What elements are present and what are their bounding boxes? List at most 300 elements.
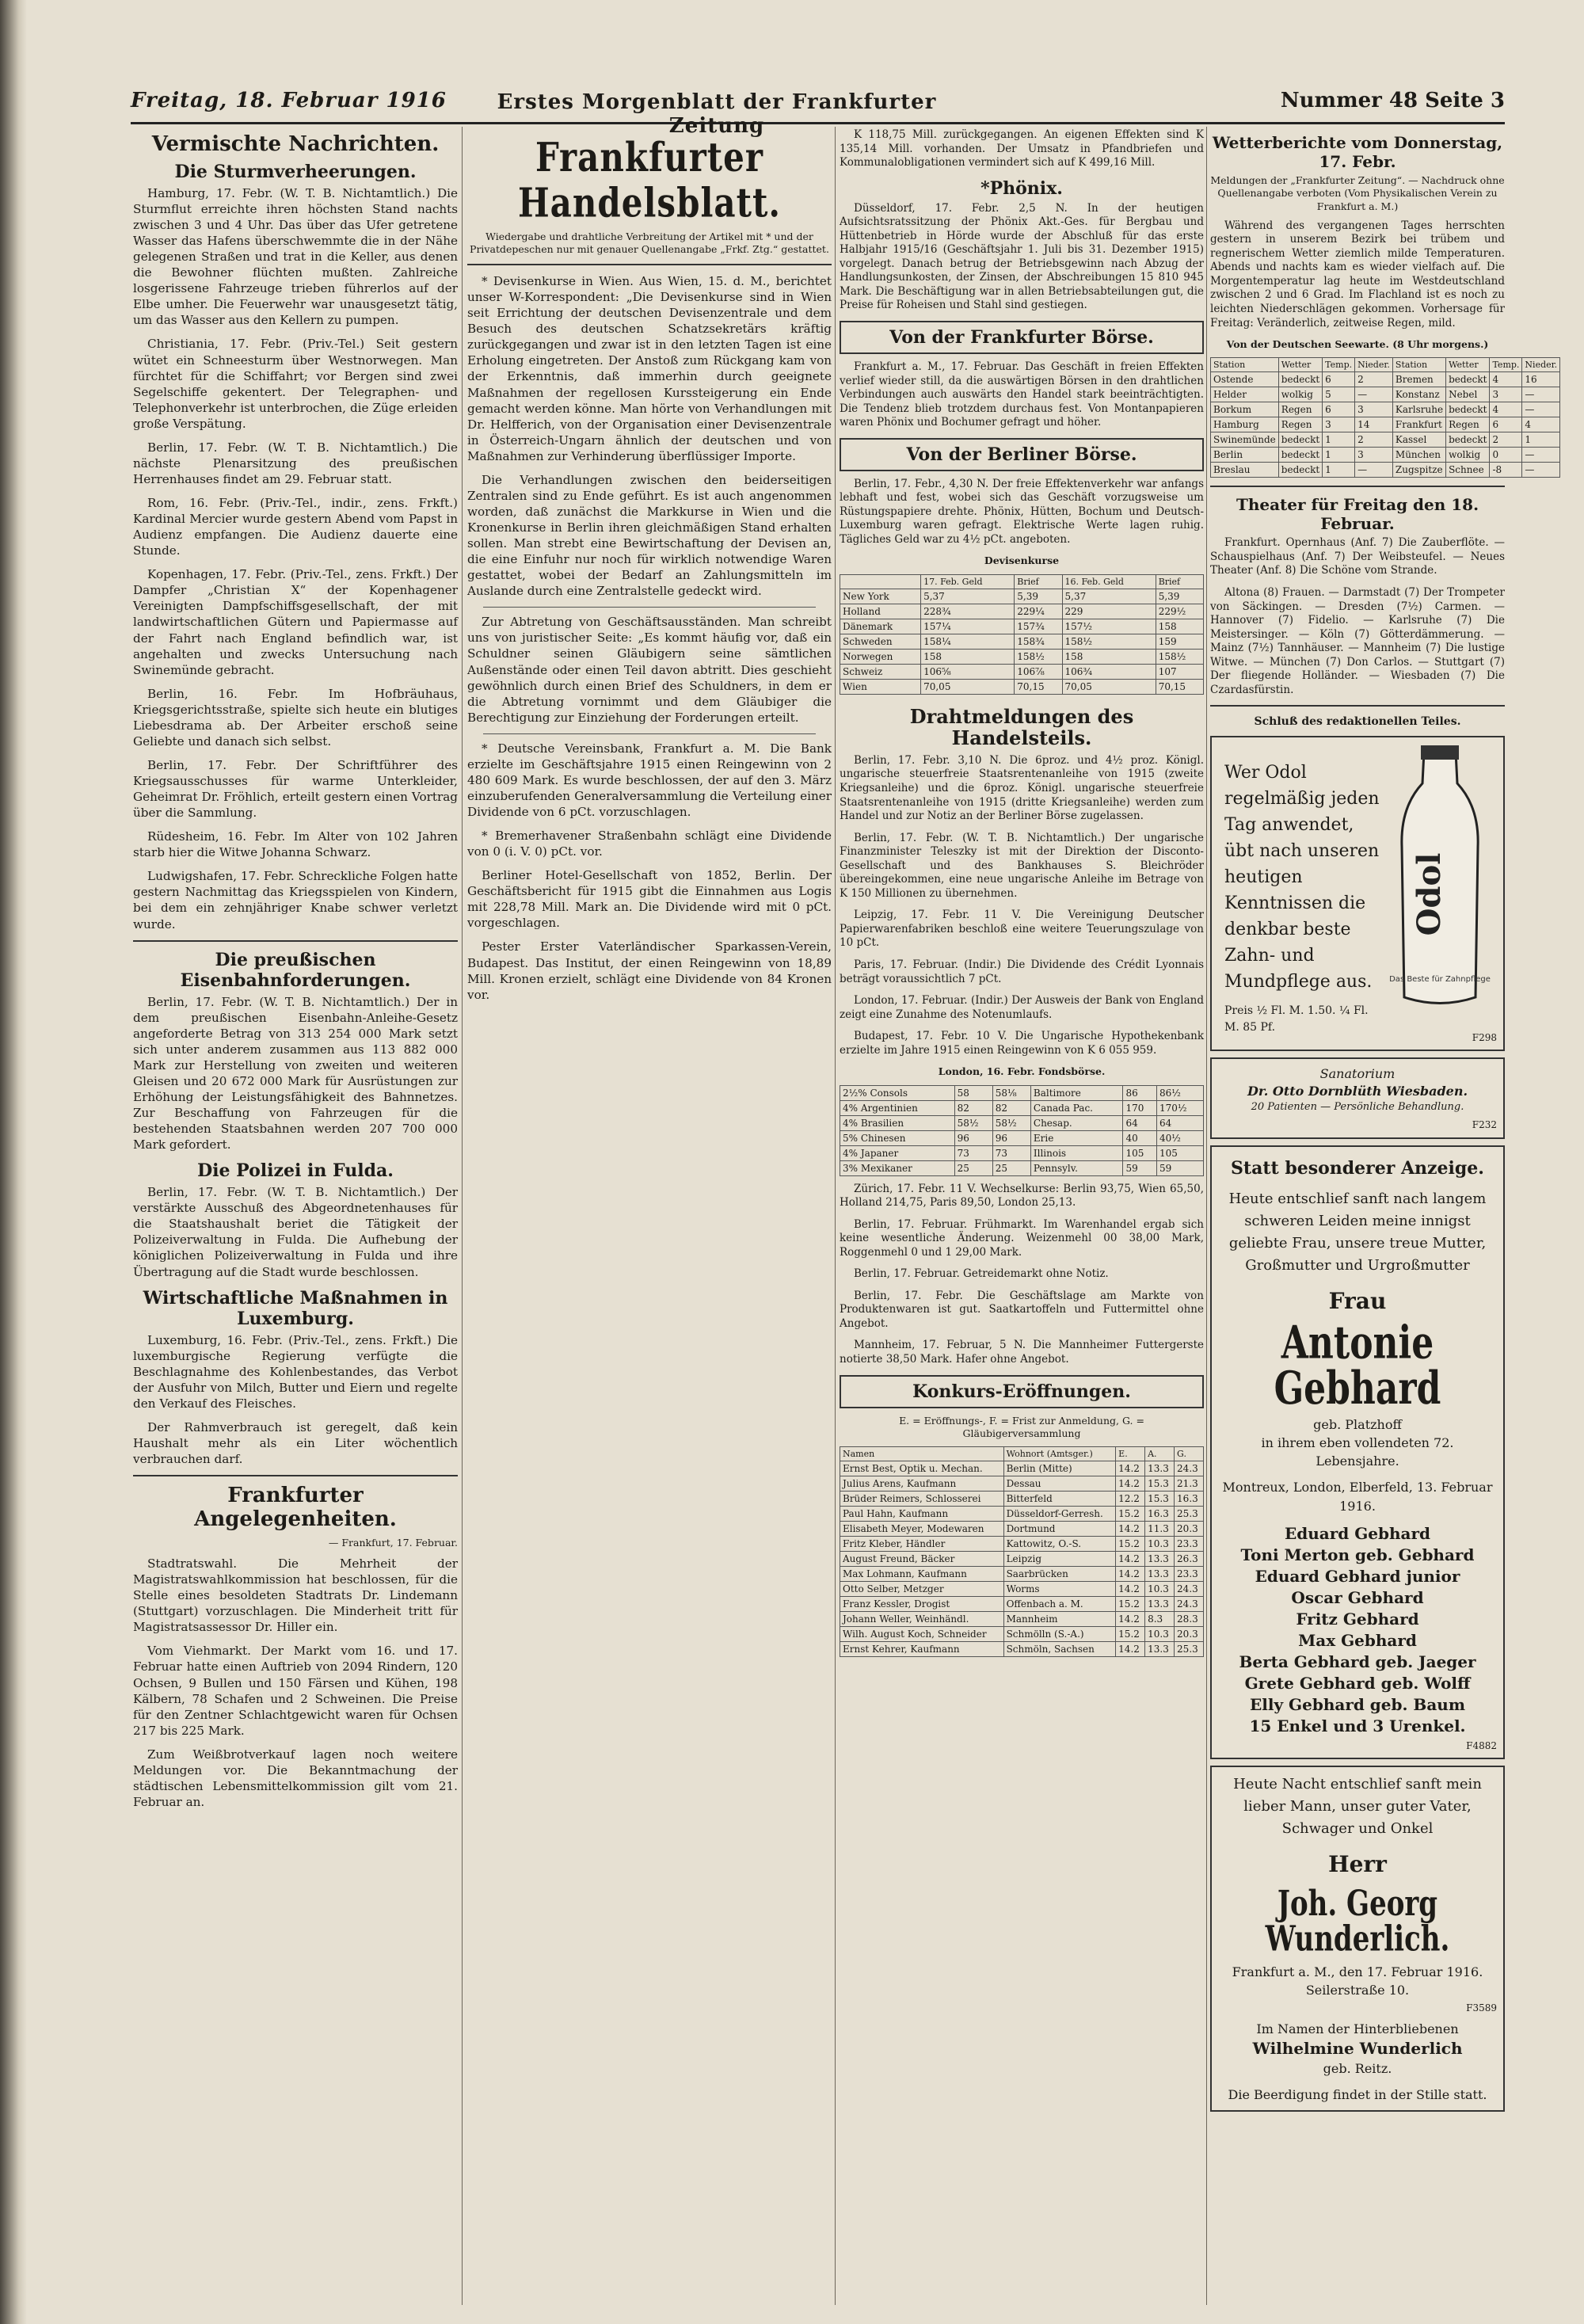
notice-lead: Heute entschlief sanft nach langem schweren Leiden meine innigst geliebte Frau, unsere treue Mutter, Großmutter und Urgroßmutter [1228,1191,1487,1274]
table-cell: 106⅝ [921,664,1015,679]
table-cell: 158½ [1156,649,1203,664]
table-cell: 14.2 [1116,1522,1145,1537]
column-rule [835,127,836,2305]
article-text: Berlin, 17. Februar. Frühmarkt. Im Warenhandel ergab sich keine wesentliche Änderung. Weizenmehl 00 38,00 Mark, Roggenmehl 0 und 1 29,00 Mark. [840,1217,1204,1259]
table-row [840,604,1204,619]
table-cell: Düsseldorf-Gerresh. [1003,1507,1116,1522]
table-cell: 2 [1490,432,1522,448]
table-cell: — [1522,448,1560,463]
table-row [840,1115,1204,1130]
article-text: Pester Erster Vaterländischer Sparkassen-Verein, Budapest. Das Institut, der einen Reingewinn von 18,89 Mill. Kronen erzielt, schlägt eine Dividende von 84 Kronen vor. [467,939,832,1002]
article-text: K 118,75 Mill. zurückgegangen. An eigenen Effekten sind K 135,14 Mill. vorhanden. Der Umsatz in Pfandbriefen und Kommunalobligationen vermindert sich auf K 499,16 Mill. [840,128,1204,170]
article-text: Christiania, 17. Febr. (Priv.-Tel.) Seit gestern wütet ein Schneesturm über Westnorwegen. Man fürchtet für die Schiffahrt; vor Bergen sind zwei Segelschiffe gekentert. Der Telegraphen- und Telephonverkehr ist unterbrochen, die Züge erleiden große Verspätung. [133,337,458,431]
mourner-name: 15 Enkel und 3 Urenkel. [1249,1716,1466,1735]
table-cell: 25 [992,1160,1030,1175]
table-cell: 96 [954,1130,992,1145]
table-cell: 159 [1156,634,1203,649]
ad-code: F4882 [1466,1739,1497,1751]
table-cell: Dessau [1003,1476,1116,1492]
table-cell: 11.3 [1145,1522,1175,1537]
table-cell: Holland [840,604,921,619]
table-cell: Borkum [1211,402,1279,417]
table-cell: 158½ [1015,649,1062,664]
issue-number: Nummer 48 Seite 3 [1280,89,1505,112]
table-row [840,1597,1204,1612]
article-text: Berlin, 17. Febr. (W. T. B. Nichtamtlich.) Der verstärkte Ausschuß des Abgeordnetenhauses für die Staatshaushalt beriet die Tätigkeit der Polizeiverwaltung in Fulda. Die Aufhebung der königlichen Polizeiverwaltung in Fulda und ihre Übertragung auf die Stadt wurde beschlossen. [133,1185,458,1279]
table-cell: 15.2 [1116,1627,1145,1642]
table-title: Von der Deutschen Seewarte. (8 Uhr morgens.) [1226,338,1489,351]
table-cell: Illinois [1030,1145,1123,1160]
table-cell: 228¾ [921,604,1015,619]
column-header: Nieder. [1522,358,1560,372]
widow-name: Wilhelmine Wunderlich [1252,2039,1463,2059]
table-cell: Kattowitz, O.-S. [1003,1537,1116,1552]
table-cell: 157¾ [1015,619,1062,634]
ad-subline: 20 Patienten — Persönliche Behandlung. [1251,1101,1464,1114]
table-cell: Zugspitze [1392,463,1445,478]
table-cell: Otto Selber, Metzger [840,1582,1004,1597]
table-cell: 6 [1323,372,1355,387]
table-cell: 26.3 [1175,1552,1204,1567]
table-cell: 24.3 [1175,1597,1204,1612]
table-row [840,1552,1204,1567]
table-cell: 13.3 [1145,1461,1175,1476]
table-cell: Schweden [840,634,921,649]
table-cell: 23.3 [1175,1567,1204,1582]
article-text: Berlin, 17. Februar. Getreidemarkt ohne Notiz. [854,1267,1109,1281]
table-cell: 229½ [1156,604,1203,619]
table-cell: — [1355,463,1393,478]
table-row [1211,387,1560,402]
table-cell: 23.3 [1175,1537,1204,1552]
table-cell: Berlin [1211,448,1279,463]
table-title: Devisenkurse [984,554,1060,567]
table-cell: 70,05 [1062,679,1156,694]
issue-date: Freitag, 18. Februar 1916 [131,89,447,112]
column-header: Brief [1015,574,1062,589]
weather-source-note: Meldungen der „Frankfurter Zeitung“. — Nachdruck ohne Quellenangabe verboten (Vom Physikalischen Verein zu Frankfurt a. M.) [1210,174,1505,212]
death-notice-gebhard [1210,1145,1505,1759]
table-cell: Schweiz [840,664,921,679]
table-row [1211,463,1560,478]
table-cell: Erie [1030,1130,1123,1145]
divider [467,264,832,265]
notice-title: Frau [1328,1287,1387,1314]
table-cell: Ostende [1211,372,1279,387]
table-cell: 28.3 [1175,1612,1204,1627]
table-cell: Hamburg [1211,417,1279,432]
table-row [1211,448,1560,463]
article-text: Vom Viehmarkt. Der Markt vom 16. und 17. Februar hatte einen Auftrieb von 2094 Rindern, 120 Ochsen, 9 Bullen und 150 Färsen und Kühen, 198 Kälbern, 78 Schafen und 2 Schweinen. Die Preise für den Zentner Schlachtgewicht waren für Ochsen 217 bis 225 Mark. [133,1644,458,1738]
table-cell: 86 [1123,1085,1156,1100]
odol-bottle-illustration [1389,744,1491,1013]
article-text: Berliner Hotel-Gesellschaft von 1852, Berlin. Der Geschäftsbericht für 1915 gibt die Einnahmen aus Logis mit 228,78 Mill. Mark an. Die Dividende wird mit 0 pCt. vorgeschlagen. [467,868,832,931]
table-cell: 13.3 [1145,1552,1175,1567]
article-text: * Deutsche Vereinsbank, Frankfurt a. M. Die Bank erzielte im Geschäftsjahre 1915 einen Reingewinn von 2 480 609 Mark. Es wurde beschlossen, der auf den 3. März einzuberufenden Generalversammlung die Verteilung einer Dividende von 6 pCt. vorzuschlagen. [467,741,832,820]
funeral-note: Die Beerdigung findet in der Stille statt. [1228,2087,1487,2103]
column-rule [1206,127,1207,2305]
table-cell: Paul Hahn, Kaufmann [840,1507,1004,1522]
table-cell: New York [840,589,921,604]
table-cell: Karlsruhe [1392,402,1445,417]
table-cell: Regen [1446,417,1490,432]
table-cell: 82 [954,1100,992,1115]
table-cell: 105 [1156,1145,1203,1160]
table-cell: 6 [1323,402,1355,417]
table-title: London, 16. Febr. Fondsbörse. [938,1065,1106,1078]
article-text: Der Rahmverbrauch ist geregelt, daß kein Haushalt mehr als ein Liter wöchentlich verbrauchen darf. [133,1419,458,1467]
column-header: E. [1116,1447,1145,1461]
table-cell: Dortmund [1003,1522,1116,1537]
deceased-name: Joh. Georg Wunderlich. [1265,1883,1450,1960]
table-cell: 4 [1522,417,1560,432]
table-cell: 0 [1490,448,1522,463]
article-heading: Die Polizei in Fulda. [197,1160,394,1182]
table-row [1211,372,1560,387]
table-cell: 158¾ [1015,634,1062,649]
table-cell: 20.3 [1175,1522,1204,1537]
article-text: Berlin, 16. Febr. Im Hofbräuhaus, Kriegsgerichtsstraße, spielte sich heute ein blutiges Liebesdrama ab. Der Arbeiter erschoß seine Geliebte und danach sich selbst. [133,686,458,749]
table-row [840,1627,1204,1642]
section-box [840,1375,1204,1408]
article-text: Berlin, 17. Febr. (W. T. B. Nichtamtlich.) Der in dem preußischen Eisenbahn-Anleihe-Gesetz angeforderte Betrag von 313 254 000 Mark setzt sich unter anderem zusammen aus 113 882 000 Mark zur Herstellung von zweiten und weiteren Gleisen und 20 672 000 Mark für Ausrüstungen zur Erhöhung der Leistungsfähigkeit des Bahnnetzes. Zur Beschaffung von Fahrzeugen für die bestehenden Staatsbahnen werden 207 700 000 Mark gefordert. [133,994,458,1152]
article-text: Luxemburg, 16. Febr. (Priv.-Tel., zens. Frkft.) Die luxemburgische Regierung verfügte die Beschlagnahme des Kohlenbestandes, das Verbot der Ausfuhr von Milch, Butter und Eiern und regelte den Verkauf des Fleisches. [133,1332,458,1411]
ad-title: Sanatorium [1319,1065,1396,1081]
page-binding-edge [0,0,27,2324]
table-cell: 25 [954,1160,992,1175]
table-cell: Leipzig [1003,1552,1116,1567]
table-cell: Baltimore [1030,1085,1123,1100]
table-cell: wolkig [1278,387,1322,402]
table-cell: 157¼ [921,619,1015,634]
mourner-name: Elly Gebhard geb. Baum [1250,1694,1465,1714]
table-cell: 86½ [1156,1085,1203,1100]
table-cell: 58½ [954,1115,992,1130]
table-cell: Franz Kessler, Drogist [840,1597,1004,1612]
table-cell: Bremen [1392,372,1445,387]
article-text: Budapest, 17. Febr. 10 V. Die Ungarische Hypothekenbank erzielte im Jahre 1915 einen Reingewinn von K 6 055 959. [840,1030,1204,1057]
ad-code: F232 [1472,1118,1497,1130]
table-cell: bedeckt [1446,402,1490,417]
table-row [840,1537,1204,1552]
table-cell: Canada Pac. [1030,1100,1123,1115]
konkurs-table [840,1446,1204,1657]
ad-line: Dr. Otto Dornblüth Wiesbaden. [1247,1083,1468,1099]
section-heading: Vermischte Nachrichten. [151,132,440,156]
table-cell: Dänemark [840,619,921,634]
table-cell: 229¼ [1015,604,1062,619]
section-heading: Konkurs-Eröffnungen. [912,1381,1131,1402]
london-table [840,1085,1204,1176]
column-header: A. [1145,1447,1175,1461]
mourners-list [1218,1523,1497,1737]
divider [1210,705,1505,707]
table-row [840,589,1204,604]
article-text: Leipzig, 17. Febr. 11 V. Die Vereinigung Deutscher Papierwarenfabriken beschloß eine weitere Teuerungszulage von 10 pCt. [840,909,1204,950]
table-cell: bedeckt [1446,372,1490,387]
table-cell: Ernst Kehrer, Kaufmann [840,1642,1004,1657]
table-cell: 5,37 [921,589,1015,604]
table-cell: 40½ [1156,1130,1203,1145]
table-cell: 106⅞ [1015,664,1062,679]
table-cell: 158½ [1062,634,1156,649]
weather-table [1210,357,1560,478]
table-cell: Konstanz [1392,387,1445,402]
table-cell: Helder [1211,387,1279,402]
article-text: Stadtratswahl. Die Mehrheit der Magistratswahlkommission hat beschlossen, für die Stelle eines besoldeten Stadtrats Dr. Lindemann (Stuttgart) vorzuschlagen. Die Minderheit tritt für Magistratsassessor Dr. Hiller ein. [133,1556,458,1635]
column-header: Nieder. [1355,358,1393,372]
notice-place-date: Montreux, London, Elberfeld, 13. Februar 1916. [1222,1480,1493,1514]
table-row [840,1612,1204,1627]
table-cell: 158 [1156,619,1203,634]
column-header: G. [1175,1447,1204,1461]
table-cell: bedeckt [1278,448,1322,463]
table-cell: 59 [1123,1160,1156,1175]
table-row [840,1461,1204,1476]
table-cell: 170 [1123,1100,1156,1115]
section-heading: Wetterberichte vom Donnerstag, 17. Febr. [1212,133,1503,171]
table-cell: 14.2 [1116,1476,1145,1492]
table-cell: Elisabeth Meyer, Modewaren [840,1522,1004,1537]
table-cell: 4% Brasilien [840,1115,955,1130]
table-cell: Offenbach a. M. [1003,1597,1116,1612]
table-cell: 6 [1490,417,1522,432]
table-cell: 3 [1355,402,1393,417]
table-cell: 12.2 [1116,1492,1145,1507]
section-heading: Frankfurter Angelegenheiten. [194,1484,397,1531]
newspaper-title: Erstes Morgenblatt der Frankfurter Zeitung [497,90,937,138]
table-cell: 20.3 [1175,1627,1204,1642]
table-cell: Nebel [1446,387,1490,402]
table-cell: Regen [1278,417,1322,432]
table-cell: Mannheim [1003,1612,1116,1627]
mourner-name: Berta Gebhard geb. Jaeger [1239,1652,1476,1671]
table-cell: Julius Arens, Kaufmann [840,1476,1004,1492]
mourner-name: Grete Gebhard geb. Wolff [1244,1673,1471,1693]
table-cell: 15.3 [1145,1476,1175,1492]
end-of-editorial: Schluß des redaktionellen Teiles. [1254,715,1461,729]
table-row [1211,417,1560,432]
table-row [840,1145,1204,1160]
table-cell: Berlin (Mitte) [1003,1461,1116,1476]
table-cell: 25.3 [1175,1507,1204,1522]
article-text: Berlin, 17. Febr. Der Schriftführer des Kriegsausschusses für warme Unterkleider, Geheimrat Dr. Fröhlich, erteilt gestern einen Vortrag über die Sammlung. [133,757,458,821]
table-cell: 157½ [1062,619,1156,634]
table-row [840,1567,1204,1582]
article-text: Hamburg, 17. Febr. (W. T. B. Nichtamtlich.) Die Sturmflut erreichte ihren höchsten Stand nachts zwischen 3 und 4 Uhr. Das über das Ufer getretene Wasser das Hafens überschwemmte die in der Nähe gelegenen Straßen und trat in die Keller, aus denen die Bewohner flüchten mußten. Zahlreiche losgerissene Fahrzeuge trieben führerlos auf der Elbe umher. Die Feuerwehr war unausgesetzt tätig, um das Wasser aus den Kellern zu pumpen. [133,185,458,328]
table-cell: Wilh. August Koch, Schneider [840,1627,1004,1642]
column-header: Wetter [1446,358,1490,372]
column-header: Namen [840,1447,1004,1461]
article-text: Altona (8) Frauen. — Darmstadt (7) Der Trompeter von Säckingen. — Dresden (7½) Carmen. — Hannover (7) Fidelio. — Karlsruhe (7) Die Meistersinger. — Köln (7) Götterdämmerung. — Mainz (7½) Tannhäuser. — Mannheim (7) Die lustige Witwe. — München (7) Don Carlos. — Stuttgart (7) Der fliegende Holländer. — Wiesbaden (7) Die Czardasfürstin. [1210,586,1505,696]
table-cell: 70,15 [1015,679,1062,694]
table-cell: Chesap. [1030,1115,1123,1130]
table-cell: Kassel [1392,432,1445,448]
article-text: Mannheim, 17. Februar, 5 N. Die Mannheimer Futtergerste notierte 38,50 Mark. Hafer ohne Angebot. [840,1339,1204,1366]
table-row [840,679,1204,694]
column-header: Station [1211,358,1279,372]
article-heading: Die preußischen Eisenbahnforderungen. [180,949,411,991]
devisen-table [840,574,1204,695]
article-heading: Die Sturmverheerungen. [174,161,417,182]
article-text: Zürich, 17. Febr. 11 V. Wechselkurse: Berlin 93,75, Wien 65,50, Holland 214,75, Paris 89,50, London 25,13. [840,1182,1204,1210]
table-cell: Ernst Best, Optik u. Mechan. [840,1461,1004,1476]
mourner-name: Fritz Gebhard [1296,1609,1419,1629]
maiden-name: geb. Platzhoff [1313,1416,1402,1432]
sanatorium-advertisement [1210,1057,1505,1140]
table-cell: 170½ [1156,1100,1203,1115]
ad-code: F298 [1472,1031,1497,1043]
table-cell: 2½% Consols [840,1085,955,1100]
ad-text: Wer Odol regelmäßig jeden Tag anwendet, übt nach unseren heutigen Kenntnissen die denkbar beste Zahn- und Mundpflege aus. [1224,762,1380,992]
table-cell: 64 [1156,1115,1203,1130]
table-row [1211,432,1560,448]
section-heading: Von der Frankfurter Börse. [889,327,1154,349]
table-cell: 105 [1123,1145,1156,1160]
column-anzeigen [1210,128,1558,2299]
section-box [840,321,1204,354]
table-cell: 106¾ [1062,664,1156,679]
divider [1210,486,1505,487]
table-cell: 4 [1490,402,1522,417]
table-cell: 58½ [992,1115,1030,1130]
column-header: Brief [1156,574,1203,589]
section-heading: Frankfurter Handelsblatt. [517,134,782,227]
table-cell: Norwegen [840,649,921,664]
ad-code: F3589 [1466,2002,1497,2013]
table-cell: 21.3 [1175,1476,1204,1492]
mourner-name: Toni Merton geb. Gebhard [1240,1545,1475,1564]
section-box [840,438,1204,471]
masthead [131,89,1505,138]
odol-brand: Odol [1411,852,1448,935]
table-cell: Max Lohmann, Kaufmann [840,1567,1004,1582]
table-cell: 2 [1355,372,1393,387]
table-cell: 158 [1062,649,1156,664]
table-cell: 15.2 [1116,1597,1145,1612]
table-cell: 24.3 [1175,1582,1204,1597]
table-cell: 16 [1522,372,1560,387]
table-row [840,664,1204,679]
section-heading: Theater für Freitag den 18. Februar. [1236,495,1479,534]
table-cell: — [1522,402,1560,417]
article-text: Ludwigshafen, 17. Febr. Schreckliche Folgen hatte gestern Nachmittag das Kriegsspielen von Kindern, bei dem ein zehnjähriger Knabe schwer verletzt wurde. [133,869,459,932]
column-header: Station [1392,358,1445,372]
table-cell: 4 [1490,372,1522,387]
odol-advertisement [1210,736,1505,1051]
table-cell: 24.3 [1175,1461,1204,1476]
column-header [840,574,921,589]
table-cell: 14.2 [1116,1567,1145,1582]
notice-place-date: Frankfurt a. M., den 17. Februar 1916. Seilerstraße 10. [1232,1964,1483,1998]
notice-lead: Heute Nacht entschlief sanft mein lieber Mann, unser guter Vater, Schwager und Onkel [1233,1775,1482,1837]
table-row [840,1085,1204,1100]
mourner-name: Max Gebhard [1298,1630,1417,1650]
article-text: * Devisenkurse in Wien. Aus Wien, 15. d. M., berichtet unser W-Korrespondent: „Die Devisenkurse sind in Wien seit Errichtung der deutschen Devisenzentrale und dem Besuch des deutschen Schatzsekretärs kräftig zurückgegangen und zwar ist in den letzten Tagen ist eine Erholung eingetreten. Der Anstoß zum Rückgang kam von der Erkenntnis, daß immerhin durch geeignete Maßnahmen der regellosen Kurssteigerung ein Ende gemacht werden könne. Man hörte von Verhandlungen mit Dr. Helfferich, von der Organisation einer Devisenzentrale in Österreich-Ungarn ähnlich der deutschen und von Maßnahmen zur Verhinderung überflüssiger Importe. [467,274,832,463]
article-text: * Bremerhavener Straßenbahn schlägt eine Dividende von 0 (i. V. 0) pCt. vor. [467,829,832,859]
table-legend: E. = Eröffnungs-, F. = Frist zur Anmeldung, G. = Gläubigerversammlung [899,1414,1144,1439]
article-text: Frankfurt a. M., 17. Februar. Das Geschäft in freien Effekten verlief wieder still, da die auswärtigen Börsen in den drahtlichen Verbindungen auch auswärts den Handel stark beeinträchtigten. Die Tendenz blieb trotzdem durchaus fest. Von Montanpapieren waren Phönix und Bochumer gefragt und höher. [840,360,1204,429]
table-cell: Wien [840,679,921,694]
table-cell: 14.2 [1116,1461,1145,1476]
table-cell: 73 [992,1145,1030,1160]
table-cell: Johann Weller, Weinhändl. [840,1612,1004,1627]
table-cell: 107 [1156,664,1203,679]
article-heading: *Phönix. [980,177,1063,199]
table-cell: Frankfurt [1392,417,1445,432]
table-cell: Worms [1003,1582,1116,1597]
table-cell: Fritz Kleber, Händler [840,1537,1004,1552]
table-row [1211,402,1560,417]
divider [133,940,458,942]
table-cell: wolkig [1446,448,1490,463]
table-cell: 1 [1522,432,1560,448]
table-row [840,1507,1204,1522]
column-header: 17. Feb. Geld [921,574,1015,589]
table-cell: 10.3 [1145,1582,1175,1597]
table-cell: bedeckt [1446,432,1490,448]
article-text: Berlin, 17. Febr. (W. T. B. Nichtamtlich.) Die nächste Plenarsitzung des preußischen Herrenhauses findet am 29. Februar statt. [133,440,458,486]
table-cell: 14.2 [1116,1642,1145,1657]
article-text: Berlin, 17. Febr. (W. T. B. Nichtamtlich.) Der ungarische Finanzminister Teleszky ist mit der Direktion der Disconto-Gesellschaft und des Bankhauses S. Bleichröder übereingekommen, eine neue ungarische Anleihe im Betrage von K 150 Millionen zu übernehmen. [840,831,1204,900]
table-row [840,1160,1204,1175]
table-cell: 1 [1323,448,1355,463]
table-cell: — [1522,387,1560,402]
divider [133,1475,458,1476]
table-cell: Bitterfeld [1003,1492,1116,1507]
table-cell: 5% Chinesen [840,1130,955,1145]
table-cell: 4% Japaner [840,1145,955,1160]
table-cell: 70,05 [921,679,1015,694]
table-cell: Pennsylv. [1030,1160,1123,1175]
column-rule [462,127,463,2305]
table-row [840,1492,1204,1507]
article-text: Rüdesheim, 16. Febr. Im Alter von 102 Jahren starb hier die Witwe Johanna Schwarz. [133,829,458,860]
table-cell: 14.2 [1116,1582,1145,1597]
table-cell: Regen [1278,402,1322,417]
table-cell: 96 [992,1130,1030,1145]
article-text: Rom, 16. Febr. (Priv.-Tel., indir., zens. Frkft.) Kardinal Mercier wurde gestern Abend vom Papst in Audienz empfangen. Die Audienz dauerte eine Stunde. [133,496,458,558]
table-cell: 2 [1355,432,1393,448]
column-header: Temp. [1490,358,1522,372]
article-heading: Wirtschaftliche Maßnahmen in Luxemburg. [143,1287,448,1329]
article-text: Frankfurt. Opernhaus (Anf. 7) Die Zauberflöte. — Schauspielhaus (Anf. 7) Der Weibsteufel. — Neues Theater (Anf. 8) Die Schöne vom Strande. [1210,536,1505,577]
mourner-name: Oscar Gebhard [1291,1587,1424,1607]
table-cell: 13.3 [1145,1597,1175,1612]
table-cell: 158¼ [921,634,1015,649]
table-cell: Schnee [1446,463,1490,478]
deceased-name: Antonie Gebhard [1274,1316,1441,1415]
section-heading: Drahtmeldungen des Handelsteils. [909,704,1134,750]
widow-maiden-name: geb. Reitz. [1323,2061,1392,2077]
column-boerse [840,128,1204,2299]
table-cell: 4% Argentinien [840,1100,955,1115]
table-cell: August Freund, Bäcker [840,1552,1004,1567]
divider [483,607,816,608]
table-cell: bedeckt [1278,432,1322,448]
death-notice-wunderlich [1210,1766,1505,2113]
ad-price: Preis ½ Fl. M. 1.50. ¼ Fl. M. 85 Pf. [1224,1004,1369,1034]
article-text: Berlin, 17. Febr. Die Geschäftslage am Markte von Produktenwaren ist gut. Saatkartoffeln und Futtermittel ohne Angebot. [840,1289,1204,1330]
table-cell: Brüder Reimers, Schlosserei [840,1492,1004,1507]
table-cell: 16.3 [1145,1507,1175,1522]
article-text: Zum Weißbrotverkauf lagen noch weitere Meldungen vor. Die Bekanntmachung der städtischen Lebensmittelkommission gilt vom 21. Februar an. [133,1747,458,1809]
table-cell: 5,39 [1015,589,1062,604]
table-cell: 14.2 [1116,1612,1145,1627]
notice-title: Herr [1328,1850,1387,1877]
article-text: Die Verhandlungen zwischen den beiderseitigen Zentralen sind zu Ende geführt. Es ist auch angenommen worden, daß zunächst die Markkurse in Wien und die Kronenkurse in Berlin ihren gleichmäßigen Stand erhalten sollen. Man strebt eine Bewirtschaftung der Devisen an, die eine Einfuhr nur noch für wirklich notwendige Waren gestattet, wobei der Bedarf an Zahlungsmitteln im Auslande durch eine Zentralstelle gedeckt wird. [467,472,832,599]
table-cell: 58⅛ [992,1085,1030,1100]
